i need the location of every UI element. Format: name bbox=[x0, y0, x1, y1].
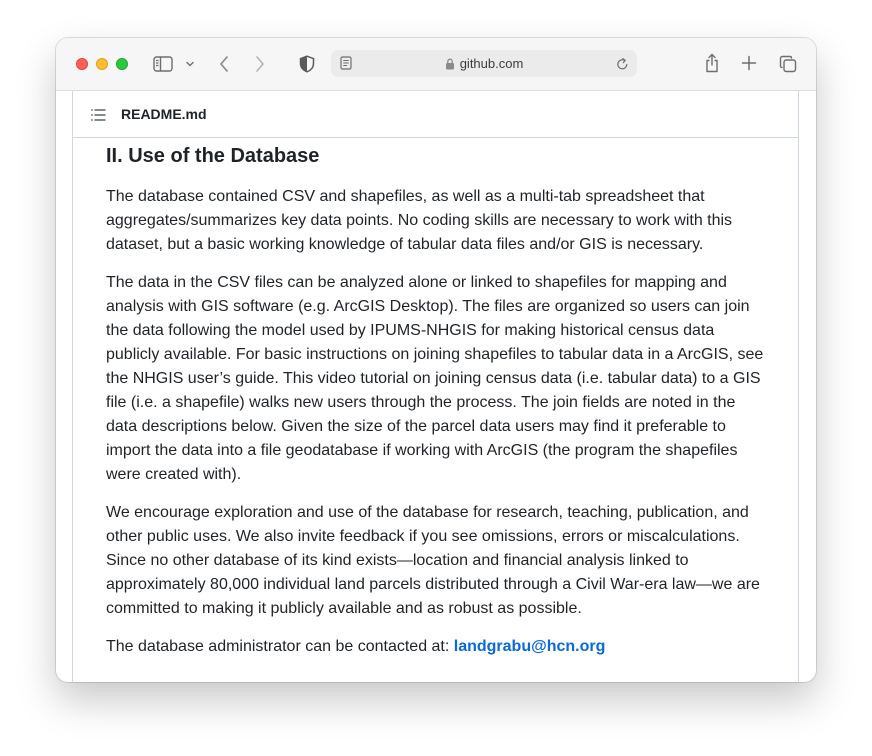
contact-text: The database administrator can be contacted at: bbox=[106, 638, 454, 655]
section-heading: II. Use of the Database bbox=[106, 145, 320, 167]
close-window-button[interactable] bbox=[76, 58, 88, 70]
back-icon[interactable] bbox=[216, 54, 232, 74]
browser-window bbox=[56, 38, 816, 682]
readme-filename: README.md bbox=[121, 106, 207, 122]
tabs-overview-icon[interactable] bbox=[778, 54, 798, 74]
share-icon[interactable] bbox=[703, 52, 721, 74]
reload-icon[interactable] bbox=[615, 56, 629, 71]
zoom-window-button[interactable] bbox=[116, 58, 128, 70]
readme-article bbox=[106, 138, 770, 659]
page-content bbox=[56, 91, 816, 682]
readme-box bbox=[72, 91, 799, 682]
minimize-window-button[interactable] bbox=[96, 58, 108, 70]
paragraph-2: The data in the CSV files can be analyzed alone or linked to shapefiles for mapping and analysis with GIS software (e.g. ArcGIS Desktop). The files are organized so users can join the data following the model used by IPUMS-NHGIS for making historical census data publicly available. For basic instructions on joining shapefiles to tabular data in a ArcGIS, see the NHGIS user’s guide. This video tutorial on joining census data (i.e. tabular data) to a GIS file (i.e. a shapefile) walks new users through the process. The join fields are noted in the data descriptions below. Given the size of the parcel data users may find it preferable to import the data into a file geodatabase if working with ArcGIS (the program the shapefiles were created with). bbox=[106, 274, 764, 483]
forward-icon[interactable] bbox=[252, 54, 268, 74]
readme-header bbox=[73, 91, 798, 138]
lock-icon bbox=[445, 58, 455, 70]
browser-toolbar bbox=[56, 38, 816, 91]
paragraph-3: We encourage exploration and use of the database for research, teaching, publication, and other public uses. We also invite feedback if you see omissions, errors or miscalculations. Since no other database of its kind exists—location and financial analysis linked to approximately 80,000 individual land parcels distributed through a Civil War-era law—we are committed to making it publicly available and as robust as possible. bbox=[106, 504, 760, 617]
chevron-down-icon[interactable] bbox=[184, 58, 196, 70]
table-of-contents-icon[interactable] bbox=[90, 107, 106, 123]
sidebar-icon[interactable] bbox=[152, 54, 174, 74]
contact-paragraph bbox=[106, 635, 770, 659]
new-tab-icon[interactable] bbox=[740, 54, 758, 72]
paragraph-1: The database contained CSV and shapefiles, as well as a multi-tab spreadsheet that aggregates/summarizes key data points. No coding skills are necessary to work with this dataset, but a basic working knowledge of tabular data files and/or GIS is necessary. bbox=[106, 188, 733, 253]
address-bar[interactable] bbox=[331, 50, 637, 77]
contact-email-link[interactable]: landgrabu@hcn.org bbox=[453, 638, 606, 655]
shield-icon[interactable] bbox=[298, 54, 316, 74]
url-text[interactable]: github.com bbox=[459, 56, 524, 71]
